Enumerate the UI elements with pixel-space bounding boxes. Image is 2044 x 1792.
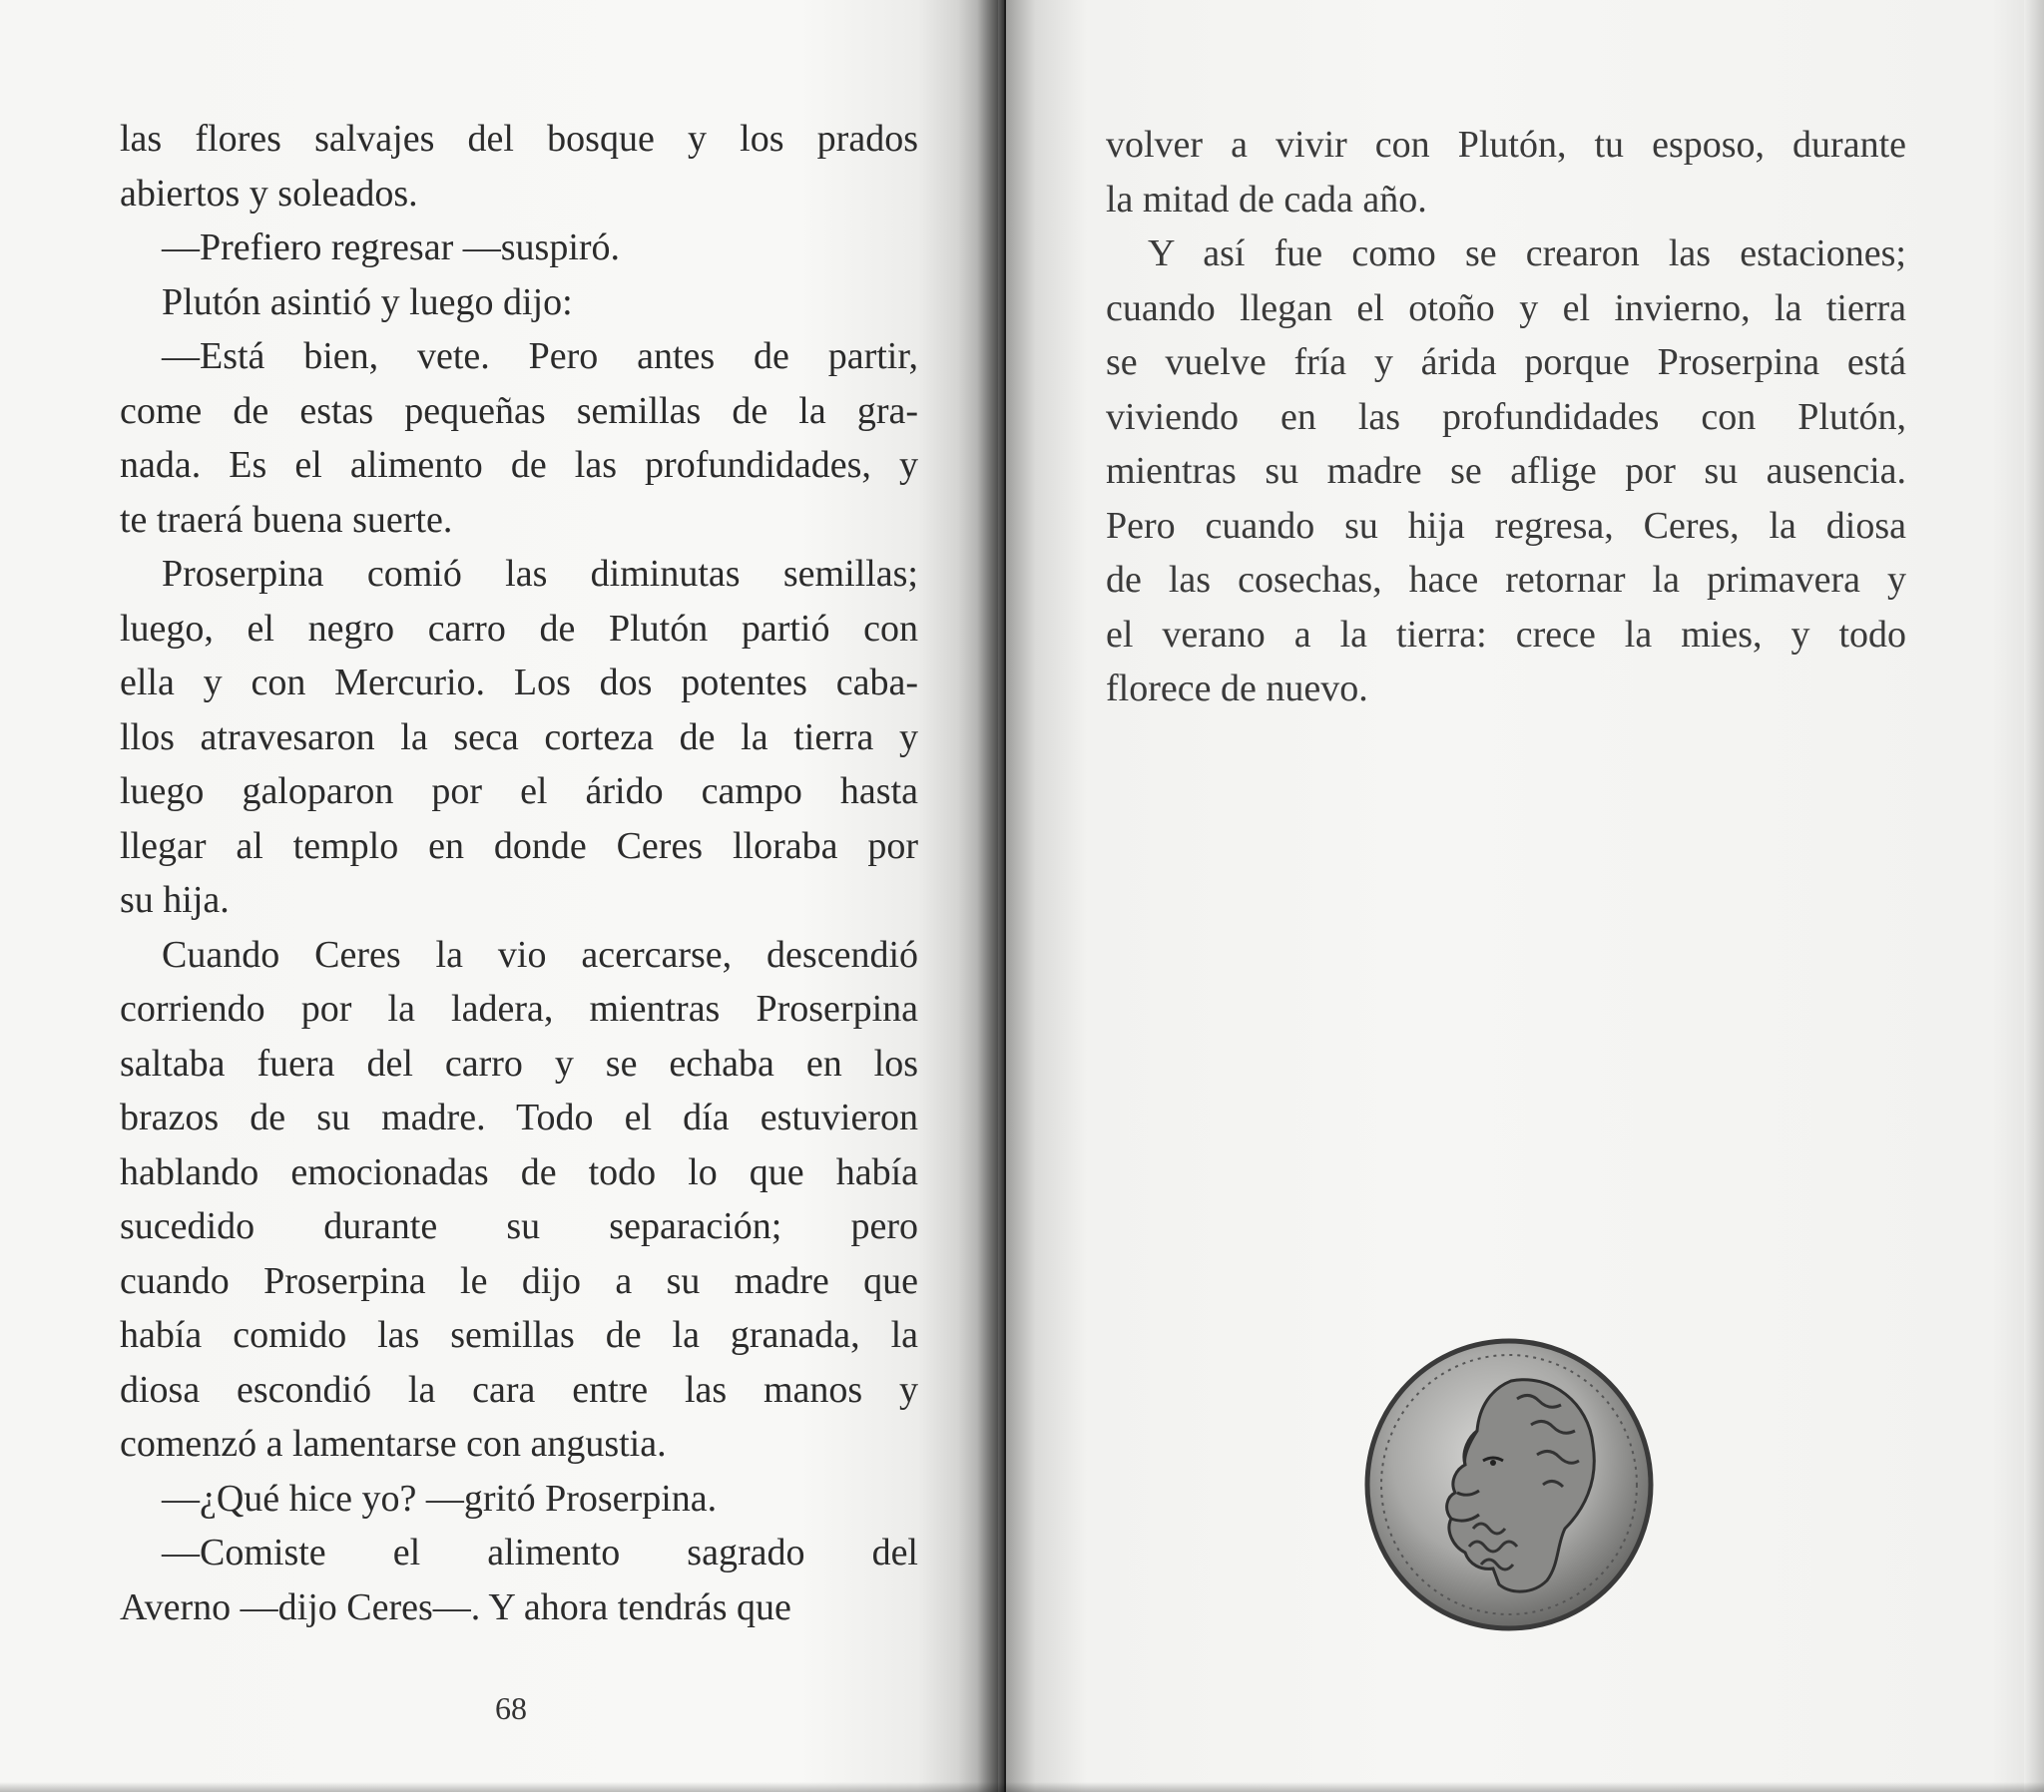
text-line: —Comiste el alimento sagrado del xyxy=(162,1532,918,1573)
text-line: las flores salvajes del bosque y los prados xyxy=(120,118,918,160)
text-line: sucedido durante su separación; pero xyxy=(120,1205,918,1247)
text-line: saltaba fuera del carro y se echaba en los xyxy=(120,1042,918,1085)
text-line: —Prefiero regresar —suspiró. xyxy=(162,226,621,268)
text-line: cuando llegan el otoño y el invierno, la tierra xyxy=(1106,286,1906,329)
text-line: corriendo por la ladera, mientras Proserpina xyxy=(120,988,918,1030)
text-line: come de estas pequeñas semillas de la gra- xyxy=(120,389,918,432)
text-line: Y así fue como se crearon las estaciones; xyxy=(1148,232,1906,274)
page-edge xyxy=(2024,0,2044,1792)
text-line: de las cosechas, hace retornar la primavera y xyxy=(1106,559,1906,601)
text-line: brazos de su madre. Todo el día estuvieron xyxy=(120,1097,918,1138)
text-line: luego, el negro carro de Plutón partió con xyxy=(120,607,918,650)
left-page-text xyxy=(120,112,918,1634)
text-line: luego galoparon por el árido campo hasta xyxy=(120,770,918,812)
text-line: nada. Es el alimento de las profundidades, y xyxy=(120,444,918,486)
text-line: florece de nuevo. xyxy=(1106,668,1368,709)
text-line: se vuelve fría y árida porque Proserpina está xyxy=(1106,341,1906,383)
page-number: 68 xyxy=(495,1690,527,1726)
text-line: su hija. xyxy=(120,879,230,921)
text-line: cuando Proserpina le dijo a su madre que xyxy=(120,1259,918,1302)
text-line: mientras su madre se aflige por su ausencia. xyxy=(1106,450,1906,492)
text-line: comenzó a lamentarse con angustia. xyxy=(120,1423,667,1465)
text-line: te traerá buena suerte. xyxy=(120,498,453,541)
text-line: volver a vivir con Plutón, tu esposo, durante xyxy=(1106,124,1906,166)
text-line: Averno —dijo Ceres—. Y ahora tendrás que xyxy=(120,1585,791,1628)
text-line: llegar al templo en donde Ceres lloraba por xyxy=(120,824,918,867)
text-line: viviendo en las profundidades con Plutón, xyxy=(1106,395,1906,438)
text-line: la mitad de cada año. xyxy=(1106,178,1427,221)
text-line: el verano a la tierra: crece la mies, y todo xyxy=(1106,613,1906,656)
bottom-shadow xyxy=(0,1782,2044,1792)
book-gutter xyxy=(958,0,1006,1792)
text-line: —¿Qué hice yo? —gritó Proserpina. xyxy=(162,1477,718,1520)
text-line: diosa escondió la cara entre las manos y xyxy=(120,1368,918,1411)
text-line: Cuando Ceres la vio acercarse, descendió xyxy=(162,933,918,976)
text-line: había comido las semillas de la granada, la xyxy=(120,1314,918,1356)
text-line: llos atravesaron la seca corteza de la tierra y xyxy=(120,715,918,758)
text-line: Plutón asintió y luego dijo: xyxy=(162,280,573,323)
text-line: ella y con Mercurio. Los dos potentes caba- xyxy=(120,662,918,703)
coin-illustration xyxy=(1361,1333,1657,1632)
text-line: hablando emocionadas de todo lo que había xyxy=(120,1150,918,1193)
text-line: Pero cuando su hija regresa, Ceres, la diosa xyxy=(1106,504,1906,547)
text-line: —Está bien, vete. Pero antes de partir, xyxy=(162,335,918,377)
text-line: abiertos y soleados. xyxy=(120,172,418,215)
right-page-text xyxy=(1106,118,1906,716)
text-line: Proserpina comió las diminutas semillas; xyxy=(162,553,918,595)
